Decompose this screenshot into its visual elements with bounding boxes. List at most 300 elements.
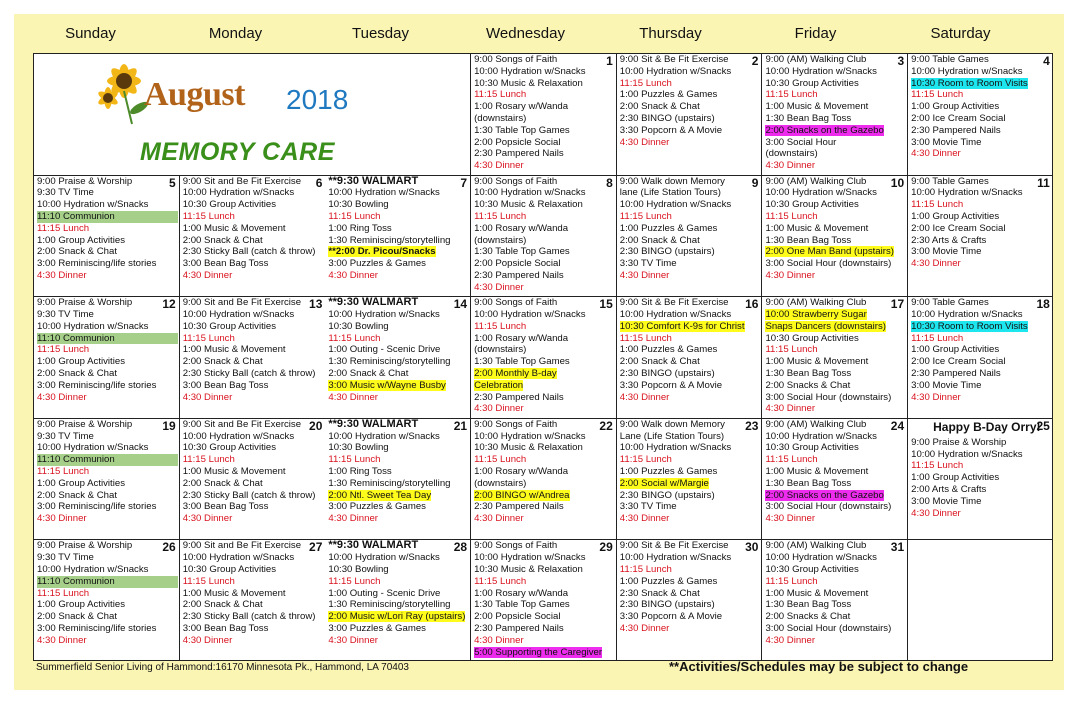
- activity-line: [620, 454, 761, 466]
- activity-line: [328, 442, 469, 454]
- day-cell: [180, 540, 326, 661]
- activity-text: 3:00 Reminiscing/life stories: [37, 379, 157, 391]
- year-title: 2018: [286, 84, 349, 115]
- activity-text: 9:00 (AM) Walking Club: [765, 175, 867, 187]
- activity-text: 9:00 Songs of Faith: [474, 418, 558, 430]
- activity-text: 9:00 Walk down Memory: [619, 418, 725, 430]
- day-number: 8: [606, 175, 613, 190]
- activity-text: 2:00 Snack & Chat: [37, 367, 117, 379]
- activity-line: [620, 235, 761, 247]
- day-cell: [325, 297, 471, 419]
- activity-text: 9:00 Table Games: [911, 54, 989, 65]
- activity-line: [474, 368, 615, 380]
- activity-line: [183, 588, 325, 600]
- activity-line: [911, 356, 1052, 368]
- activity-text: 10:00 Hydration w/Snacks: [182, 552, 295, 564]
- activity-line: [911, 496, 1052, 508]
- activity-text: 4:30 Dinner: [182, 391, 233, 403]
- activity-line: [328, 599, 469, 611]
- activity-text: 4:30 Dinner: [182, 269, 233, 281]
- day-cell: [617, 176, 763, 298]
- activity-text: 3:00 Movie Time: [911, 136, 982, 148]
- activity-text: 2:00 Popsicle Social: [474, 611, 561, 623]
- activity-line: [765, 442, 906, 454]
- activity-line: [328, 513, 469, 525]
- activity-text: 1:00 Ring Toss: [328, 222, 392, 234]
- activity-line: [328, 187, 469, 199]
- activity-text: 2:30 BINGO (upstairs): [619, 367, 715, 379]
- activity-text: 4:30 Dinner: [765, 160, 816, 172]
- activity-line: [620, 419, 761, 431]
- day-cell: [180, 176, 326, 298]
- activity-line: [620, 599, 761, 611]
- activity-line: [620, 78, 761, 90]
- activity-line: [37, 540, 178, 555]
- activity-text: 2:00 Social w/Margie: [619, 477, 709, 489]
- activity-line: [765, 113, 906, 125]
- activity-text: 10:00 Hydration w/Snacks: [328, 552, 440, 564]
- activity-text: 11:15 Lunch: [619, 563, 672, 575]
- activity-line: [183, 344, 325, 356]
- activity-line: [765, 356, 906, 368]
- activity-line: [37, 333, 178, 345]
- activity-line: [911, 344, 1052, 356]
- activity-line: [620, 490, 761, 502]
- activity-text: 3:00 Social Hour (downstairs): [765, 391, 892, 403]
- activity-text: 1:30 Table Top Games: [474, 356, 570, 368]
- activity-text: 3:30 TV Time: [619, 501, 677, 513]
- activity-line: [620, 66, 761, 78]
- activity-line: [474, 282, 615, 294]
- activity-text: 10:00 Hydration w/Snacks: [619, 65, 732, 77]
- activity-text: 2:00 Ice Cream Social: [911, 356, 1006, 368]
- activity-line: [328, 356, 469, 368]
- activity-text: 1:00 Group Activities: [911, 101, 1000, 113]
- activity-text: 3:00 Social Hour (downstairs): [765, 258, 892, 270]
- activity-line: [765, 258, 906, 270]
- activity-line: [911, 368, 1052, 380]
- calendar-subtitle: MEMORY CARE: [140, 138, 335, 166]
- activity-text: 10:00 Hydration w/Snacks: [474, 187, 586, 199]
- activity-line: [474, 454, 615, 466]
- activity-line: [911, 508, 1052, 520]
- activity-text: **2:00 Dr. Picou/Snacks: [328, 246, 436, 258]
- activity-line: [620, 392, 761, 404]
- activity-text: 4:30 Dinner: [765, 269, 816, 281]
- activity-line: [37, 176, 178, 188]
- activity-text: 10:00 Hydration w/Snacks: [474, 308, 586, 320]
- activity-text: 5:00 Supporting the Caregiver: [474, 646, 603, 658]
- activity-line: [37, 258, 178, 270]
- day-cell: [908, 297, 1053, 419]
- activity-line: [37, 635, 178, 647]
- activity-line: [620, 199, 761, 211]
- activity-text: 4:30 Dinner: [37, 634, 87, 646]
- activity-text: 2:00 Snacks & Chat: [765, 379, 851, 391]
- activity-line: [37, 344, 178, 356]
- activity-text: 11:15 Lunch: [182, 454, 235, 466]
- activity-line: [183, 454, 325, 466]
- activity-text: 1:30 Table Top Games: [474, 599, 570, 611]
- activity-text: 1:00 Music & Movement: [765, 465, 869, 477]
- activity-text: 4:30 Dinner: [328, 391, 378, 403]
- day-number: 21: [453, 418, 468, 433]
- activity-text: 2:00 Snack & Chat: [619, 356, 700, 368]
- day-number: 6: [315, 175, 323, 190]
- activity-line: [328, 454, 469, 466]
- activity-line: [765, 392, 906, 404]
- activity-line: [37, 297, 178, 312]
- activity-text: 11:15 Lunch: [765, 89, 818, 101]
- activity-text: 10:30 Comfort K-9s for Christ: [619, 320, 745, 332]
- activity-text: 11:15 Lunch: [911, 199, 964, 211]
- activity-line: [474, 125, 615, 137]
- month-title: August: [144, 76, 245, 113]
- activity-line: [620, 211, 761, 223]
- activity-line: [183, 199, 325, 211]
- activity-text: 11:15 Lunch: [37, 587, 90, 599]
- activity-text: (downstairs): [765, 148, 818, 160]
- day-number: 12: [162, 297, 176, 312]
- activity-line: [474, 66, 615, 78]
- activity-line: [37, 368, 178, 380]
- activity-text: 2:30 Arts & Crafts: [911, 234, 987, 246]
- day-number: 1: [606, 54, 613, 68]
- activity-line: [911, 54, 1052, 66]
- activity-line: [328, 199, 469, 211]
- weekday-label: Friday: [794, 25, 837, 42]
- day-number: 20: [309, 418, 323, 433]
- activity-line: [765, 101, 906, 113]
- activity-text: 11:15 Lunch: [619, 77, 672, 89]
- activity-text: (downstairs): [474, 112, 527, 124]
- activity-line: [765, 576, 906, 588]
- activity-line: [37, 552, 178, 564]
- activity-text: 10:30 Music & Relaxation: [474, 199, 583, 211]
- activity-text: 4:30 Dinner: [37, 269, 87, 281]
- day-cell: [34, 540, 180, 661]
- activity-text: 11:15 Lunch: [328, 454, 381, 466]
- activity-text: 9:00 Praise & Worship: [37, 540, 133, 552]
- activity-line: [765, 501, 906, 513]
- activity-text: 2:30 Pampered Nails: [911, 367, 1001, 379]
- activity-line: [911, 223, 1052, 235]
- day-number: 24: [890, 418, 905, 433]
- activity-line: [620, 564, 761, 576]
- activity-text: 3:00 Bean Bag Toss: [182, 258, 269, 270]
- activity-line: [474, 258, 615, 270]
- activity-text: 11:15 Lunch: [474, 320, 527, 332]
- activity-text: 1:00 Rosary w/Wanda: [474, 465, 569, 477]
- activity-text: 3:00 Reminiscing/life stories: [37, 622, 157, 634]
- activity-line: [474, 148, 615, 160]
- activity-text: 11:15 Lunch: [182, 332, 235, 344]
- day-cell: [908, 419, 1053, 541]
- activity-text: 1:00 Music & Movement: [765, 101, 869, 113]
- day-cell: [180, 419, 326, 541]
- activity-line: [911, 125, 1052, 137]
- activity-text: 11:15 Lunch: [37, 465, 90, 477]
- activity-text: 11:15 Lunch: [619, 332, 672, 344]
- activity-line: [911, 380, 1052, 392]
- activity-text: 2:00 Music w/Lori Ray (upstairs): [328, 611, 466, 623]
- activity-text: 3:30 Popcorn & A Movie: [619, 124, 723, 136]
- day-cell: [471, 419, 617, 541]
- activity-text: 1:00 Group Activities: [37, 356, 125, 368]
- activity-line: [765, 270, 906, 282]
- schedule-disclaimer: **Activities/Schedules may be subject to change: [669, 659, 969, 674]
- activity-line: [183, 635, 325, 647]
- activity-text: 9:00 Sit and Be Fit Exercise: [182, 540, 302, 552]
- activity-line: [328, 223, 469, 235]
- activity-line: [37, 309, 178, 321]
- activity-text: 2:00 Popsicle Social: [474, 136, 561, 148]
- day-number: 17: [890, 297, 905, 312]
- activity-text: 2:00 Arts & Crafts: [911, 483, 987, 495]
- activity-text: 1:00 Music & Movement: [765, 222, 869, 234]
- activity-text: 4:30 Dinner: [474, 281, 524, 293]
- activity-line: [765, 199, 906, 211]
- activity-text: 2:00 Snack & Chat: [182, 356, 263, 368]
- activity-line: [911, 258, 1052, 270]
- activity-line: [765, 148, 906, 160]
- day-cell: [762, 54, 908, 176]
- activity-text: **9:30 WALMART: [328, 175, 419, 187]
- weekday-header: [18, 19, 1053, 51]
- activity-text: 11:15 Lunch: [37, 222, 90, 234]
- activity-text: 10:00 Hydration w/Snacks: [911, 308, 1023, 320]
- activity-text: 2:00 Snack & Chat: [182, 599, 263, 611]
- activity-text: 2:30 BINGO (upstairs): [619, 246, 715, 258]
- activity-line: [37, 270, 178, 282]
- activity-line: [328, 419, 469, 431]
- calendar-grid: [33, 53, 1053, 661]
- activity-text: 9:00 Walk down Memory: [619, 175, 725, 187]
- activity-text: 11:10 Communion: [37, 454, 115, 466]
- activity-text: 4:30 Dinner: [474, 513, 524, 525]
- activity-text: 10:00 Hydration w/Snacks: [619, 199, 732, 211]
- activity-text: 3:00 Movie Time: [911, 379, 982, 391]
- activity-line: [474, 501, 615, 513]
- day-cell: [180, 297, 326, 419]
- activity-line: [37, 235, 178, 247]
- activity-line: [328, 478, 469, 490]
- activity-line: [474, 297, 615, 312]
- day-number: 28: [453, 540, 468, 555]
- activity-text: 9:00 Songs of Faith: [474, 175, 558, 187]
- activity-line: [328, 490, 469, 502]
- activity-text: 4:30 Dinner: [474, 634, 524, 646]
- activity-line: [765, 125, 906, 137]
- activity-line: [911, 199, 1052, 211]
- activity-line: [474, 176, 615, 188]
- activity-text: 9:00 Praise & Worship: [911, 436, 1007, 448]
- activity-text: 10:30 Group Activities: [182, 320, 277, 332]
- activity-text: 4:30 Dinner: [37, 513, 87, 525]
- activity-line: [765, 344, 906, 356]
- activity-line: [183, 235, 325, 247]
- activity-text: 1:00 Puzzles & Games: [619, 344, 718, 356]
- activity-line: [37, 490, 178, 502]
- activity-line: [183, 552, 325, 564]
- activity-line: [911, 460, 1052, 472]
- activity-line: [474, 647, 615, 659]
- activity-line: [620, 478, 761, 490]
- activity-text: 4:30 Dinner: [765, 634, 816, 646]
- activity-line: [911, 235, 1052, 247]
- activity-text: 4:30 Dinner: [328, 269, 378, 281]
- activity-line: [620, 137, 761, 149]
- activity-line: [765, 380, 906, 392]
- activity-text: 4:30 Dinner: [765, 513, 816, 525]
- activity-text: 10:30 Group Activities: [182, 199, 277, 211]
- activity-text: lane (Life Station Tours): [619, 187, 721, 199]
- activity-text: 10:00 Hydration w/Snacks: [765, 187, 877, 199]
- activity-text: 10:00 Hydration w/Snacks: [328, 308, 440, 320]
- activity-line: [765, 54, 906, 66]
- day-cell: [34, 297, 180, 419]
- activity-text: 11:15 Lunch: [911, 89, 964, 101]
- activity-line: [620, 552, 761, 564]
- activity-text: **9:30 WALMART: [328, 418, 419, 430]
- activity-text: 4:30 Dinner: [619, 513, 670, 525]
- activity-line: [328, 368, 469, 380]
- activity-line: [911, 148, 1052, 160]
- activity-line: [620, 431, 761, 443]
- activity-text: 9:30 TV Time: [37, 430, 94, 442]
- activity-line: [328, 309, 469, 321]
- activity-line: [620, 344, 761, 356]
- activity-text: 2:00 Snack & Chat: [182, 234, 263, 246]
- activity-text: 2:00 BINGO w/Andrea: [474, 489, 570, 501]
- activity-line: [37, 431, 178, 443]
- activity-text: 11:10 Communion: [37, 575, 115, 587]
- activity-text: 11:15 Lunch: [182, 210, 235, 222]
- activity-text: 11:15 Lunch: [474, 575, 527, 587]
- activity-line: [474, 137, 615, 149]
- activity-line: [765, 611, 906, 623]
- activity-text: (downstairs): [474, 477, 527, 489]
- activity-line: [328, 246, 469, 258]
- activity-line: [765, 403, 906, 415]
- day-number: 4: [1043, 54, 1050, 68]
- activity-text: 9:00 Praise & Worship: [37, 175, 133, 187]
- activity-text: 1:00 Outing - Scenic Drive: [328, 587, 441, 599]
- activity-text: 1:30 Reminiscing/storytelling: [328, 356, 451, 368]
- activity-line: [474, 564, 615, 576]
- activity-text: 10:00 Hydration w/Snacks: [619, 442, 732, 454]
- activity-text: 1:00 Music & Movement: [182, 344, 286, 356]
- weekday-label: Sunday: [65, 25, 116, 42]
- activity-line: [620, 611, 761, 623]
- activity-text: 4:30 Dinner: [619, 136, 670, 148]
- activity-line: [911, 113, 1052, 125]
- activity-line: [37, 187, 178, 199]
- activity-text: 3:00 Reminiscing/life stories: [37, 501, 157, 513]
- activity-line: [474, 611, 615, 623]
- activity-line: [183, 431, 325, 443]
- activity-text: 3:00 Bean Bag Toss: [182, 622, 269, 634]
- empty-day-cell: [908, 540, 1053, 661]
- activity-line: [328, 258, 469, 270]
- activity-line: [765, 623, 906, 635]
- activity-line: [183, 419, 325, 431]
- activity-line: [911, 211, 1052, 223]
- activity-line: [37, 466, 178, 478]
- activity-text: 2:00 Popsicle Social: [474, 258, 561, 270]
- activity-line: [37, 501, 178, 513]
- activity-text: 10:30 Group Activities: [765, 332, 859, 344]
- day-number: 2: [751, 54, 759, 68]
- activity-line: [182, 540, 325, 555]
- activity-line: [911, 484, 1052, 496]
- activity-text: 1:00 Music & Movement: [765, 587, 869, 599]
- day-cell: [471, 54, 617, 176]
- activity-line: [474, 576, 615, 588]
- activity-text: 10:00 Hydration w/Snacks: [765, 430, 877, 442]
- activity-line: [474, 246, 615, 258]
- activity-line: [474, 356, 615, 368]
- activity-text: 4:30 Dinner: [474, 403, 524, 415]
- activity-text: 3:00 Social Hour (downstairs): [765, 622, 892, 634]
- activity-line: [474, 344, 615, 356]
- activity-line: [474, 513, 615, 525]
- activity-line: [328, 297, 469, 312]
- day-number: 16: [745, 297, 759, 312]
- activity-text: 1:30 Reminiscing/storytelling: [328, 234, 451, 246]
- activity-line: [474, 223, 615, 235]
- activity-text: 10:00 Hydration w/Snacks: [474, 430, 586, 442]
- activity-text: 2:00 Snack & Chat: [182, 477, 263, 489]
- activity-line: [765, 564, 906, 576]
- activity-line: [765, 599, 906, 611]
- activity-line: [328, 588, 469, 600]
- activity-line: [474, 635, 615, 647]
- activity-text: 9:00 Praise & Worship: [37, 418, 133, 430]
- activity-line: [328, 540, 469, 555]
- activity-text: 4:30 Dinner: [328, 513, 378, 525]
- activity-text: 1:00 Music & Movement: [182, 222, 286, 234]
- activity-line: [620, 333, 761, 345]
- activity-text: 1:30 Bean Bag Toss: [765, 234, 852, 246]
- day-number: 31: [890, 540, 905, 555]
- activity-text: 10:00 Hydration w/Snacks: [182, 308, 295, 320]
- activity-text: 2:30 Sticky Ball (catch & throw): [182, 367, 316, 379]
- activity-line: [474, 478, 615, 490]
- activity-text: 1:00 Group Activities: [911, 472, 1000, 484]
- activity-line: [183, 564, 325, 576]
- activity-line: [474, 54, 615, 66]
- activity-text: 11:15 Lunch: [765, 454, 818, 466]
- activity-line: [620, 442, 761, 454]
- activity-text: 4:30 Dinner: [911, 391, 961, 403]
- activity-text: 1:00 Puzzles & Games: [619, 465, 718, 477]
- activity-text: (downstairs): [474, 344, 527, 356]
- activity-line: [183, 187, 325, 199]
- activity-text: 10:30 Bowling: [328, 199, 389, 211]
- activity-text: 11:15 Lunch: [328, 332, 381, 344]
- activity-text: 4:30 Dinner: [619, 391, 670, 403]
- activity-text: 1:00 Outing - Scenic Drive: [328, 344, 441, 356]
- activity-text: 10:00 Hydration w/Snacks: [474, 65, 586, 77]
- day-number: 26: [162, 540, 176, 555]
- activity-text: 2:00 Snacks on the Gazebo: [765, 489, 884, 501]
- activity-line: [183, 599, 325, 611]
- activity-text: 10:30 Group Activities: [765, 442, 859, 454]
- activity-line: [765, 78, 906, 90]
- activity-line: [619, 297, 761, 312]
- weekday-label: Monday: [208, 25, 263, 42]
